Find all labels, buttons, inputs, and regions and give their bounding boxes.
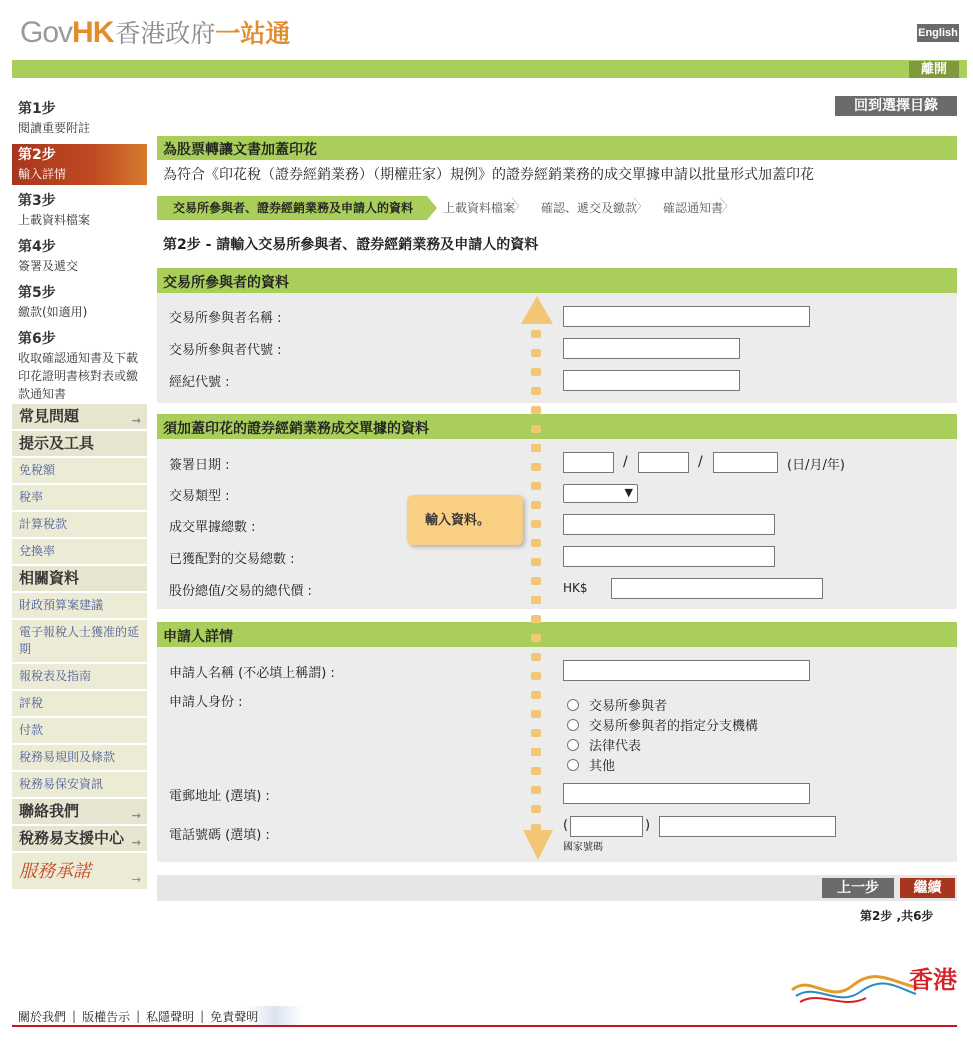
radio-button[interactable] xyxy=(567,759,579,771)
page-subtitle: 為符合《印花稅（證券經銷業務）（期權莊家）規例》的證券經銷業務的成交單據申請以批量形式加蓋印花 xyxy=(163,167,814,183)
sign-date-month-input[interactable] xyxy=(638,452,689,473)
identity-option[interactable] xyxy=(567,755,615,774)
chevron-right-icon: 〉 xyxy=(511,197,530,218)
identity-option[interactable] xyxy=(567,735,641,754)
participant-name-label: 交易所參與者名稱 : xyxy=(169,311,282,326)
footer-about[interactable]: 關於我們 xyxy=(18,1009,67,1024)
menu-label: 稅務易支援中心 xyxy=(19,829,125,847)
date-separator: / xyxy=(623,454,628,470)
broker-code-input[interactable] xyxy=(563,370,740,391)
step-item-5 xyxy=(12,282,147,323)
footer-separator: | xyxy=(200,1009,205,1023)
step-num: 第6步 xyxy=(18,331,56,347)
country-code-hint: 國家號碼 xyxy=(563,842,603,853)
input-data-tooltip: 輸入資料。 xyxy=(407,495,523,545)
step-counter: 第2步 ,共6步 xyxy=(860,909,934,923)
step-heading: 第2步 - 請輸入交易所參與者、證券經銷業務及申請人的資料 xyxy=(163,237,539,253)
top-bar xyxy=(12,60,967,78)
phone-number-input[interactable] xyxy=(659,816,836,837)
menu-service-pledge[interactable] xyxy=(12,853,147,891)
total-value-label: 股份總值/交易的總代價 : xyxy=(169,584,312,599)
identity-option-label: 交易所參與者的指定分支機構 xyxy=(589,719,759,734)
matched-total-input[interactable] xyxy=(563,546,775,567)
phone-label: 電話號碼 (選填) : xyxy=(169,828,270,843)
english-button[interactable]: English xyxy=(917,24,959,42)
phone-paren-open: ( xyxy=(563,818,569,833)
footer-separator: | xyxy=(136,1009,141,1023)
menu-exemption[interactable]: 免稅額 xyxy=(12,458,147,485)
guide-dot xyxy=(531,558,541,566)
menu-label: 常見問題 xyxy=(19,407,80,425)
guide-dot xyxy=(531,330,541,338)
crumb-label: 確認通知書 xyxy=(663,201,724,215)
step-desc: 上載資料檔案 xyxy=(18,213,91,227)
page-title: 為股票轉讓文書加蓋印花 xyxy=(157,136,957,160)
step-list xyxy=(12,98,147,410)
chevron-right-icon: 〉 xyxy=(719,197,738,218)
arrow-down-icon xyxy=(523,830,553,860)
section-applicant-header: 申請人詳情 xyxy=(157,622,957,647)
logo-zh-grey: 香港政府 xyxy=(115,19,216,48)
participant-name-input[interactable] xyxy=(563,306,810,327)
guide-dot xyxy=(531,786,541,794)
guide-dot xyxy=(531,653,541,661)
menu-calc-tax[interactable]: 計算稅款 xyxy=(12,512,147,539)
broker-code-label: 經紀代號 : xyxy=(169,375,230,390)
menu-tax-rates[interactable]: 稅率 xyxy=(12,485,147,512)
step-item-2-active xyxy=(12,144,147,185)
back-to-menu-button[interactable]: 回到選擇目錄 xyxy=(835,96,957,116)
date-format-hint: (日/月/年) xyxy=(787,458,845,473)
crumb-notice xyxy=(647,196,738,220)
brand-hong-kong-logo xyxy=(790,960,957,1012)
guide-dot xyxy=(531,634,541,642)
service-pledge-logo: 服務承諾 xyxy=(19,861,91,882)
sign-date-day-input[interactable] xyxy=(563,452,614,473)
txn-type-select[interactable] xyxy=(563,484,638,503)
step-num: 第3步 xyxy=(18,193,56,209)
guide-dot xyxy=(531,482,541,490)
guide-dot xyxy=(531,387,541,395)
guide-dot xyxy=(531,520,541,528)
footer-separator: | xyxy=(72,1009,77,1023)
chevron-right-icon: 〉 xyxy=(633,197,652,218)
footer-links xyxy=(12,1006,304,1026)
step-desc: 簽署及遞交 xyxy=(18,259,79,273)
step-desc: 收取確認通知書及下載印花證明書核對表或繳款通知書 xyxy=(18,351,139,401)
menu-related-info: 相關資料 xyxy=(12,566,147,593)
guide-dot xyxy=(531,349,541,357)
menu-tax-forms[interactable]: 報稅表及指南 xyxy=(12,664,147,691)
guide-dot xyxy=(531,729,541,737)
participant-code-label: 交易所參與者代號 : xyxy=(169,343,282,358)
expand-arrow-icon: → xyxy=(131,873,141,886)
guide-dot xyxy=(531,577,541,585)
email-label: 電郵地址 (選填) : xyxy=(169,789,270,804)
applicant-identity-label: 申請人身份 : xyxy=(169,695,243,710)
guide-dot xyxy=(531,672,541,680)
guide-dot xyxy=(531,444,541,452)
menu-payment[interactable]: 付款 xyxy=(12,718,147,745)
applicant-name-input[interactable] xyxy=(563,660,810,681)
applicant-name-label: 申請人名稱 (不必填上稱謂) : xyxy=(169,666,335,681)
sign-date-year-input[interactable] xyxy=(713,452,778,473)
step-num: 第1步 xyxy=(18,101,56,117)
logo-hk: HK xyxy=(72,16,114,49)
step-desc: 閱讀重要附註 xyxy=(18,121,91,135)
identity-option-label: 交易所參與者 xyxy=(589,699,668,714)
step-desc: 輸入詳情 xyxy=(18,167,67,181)
menu-tips-tools: 提示及工具 xyxy=(12,431,147,458)
step-item-3 xyxy=(12,190,147,231)
sign-date-label: 簽署日期 : xyxy=(169,458,230,473)
guide-dot xyxy=(531,710,541,718)
guide-dot xyxy=(531,748,541,756)
identity-option-label: 法律代表 xyxy=(589,739,642,754)
guide-dot xyxy=(531,539,541,547)
logo-zh-orange: 一站通 xyxy=(215,19,291,48)
total-notes-input[interactable] xyxy=(563,514,775,535)
previous-step-button[interactable]: 上一步 xyxy=(822,878,894,898)
section-participant-header: 交易所參與者的資料 xyxy=(157,268,957,293)
logo-gov: Gov xyxy=(20,16,73,49)
dragon-swoosh-icon xyxy=(790,960,920,1012)
guide-dot xyxy=(531,767,541,775)
currency-label: HK$ xyxy=(563,581,588,595)
arrow-up-icon xyxy=(521,296,553,324)
guide-dot xyxy=(531,805,541,813)
step-num: 第2步 xyxy=(18,147,56,163)
total-value-input[interactable] xyxy=(611,578,823,599)
sidebar-menu xyxy=(12,404,147,891)
menu-contact[interactable] xyxy=(12,799,147,826)
guide-dot xyxy=(531,368,541,376)
brand-text: 香港 xyxy=(909,966,957,994)
date-separator: / xyxy=(698,454,703,470)
menu-label: 聯絡我們 xyxy=(19,802,80,820)
phone-paren-close: ) xyxy=(645,818,651,833)
section-contract-header: 須加蓋印花的證券經銷業務成交單據的資料 xyxy=(157,414,957,439)
identity-option[interactable] xyxy=(567,715,758,734)
txn-type-label: 交易類型 : xyxy=(169,489,230,504)
crumb-confirm xyxy=(525,196,652,220)
footer-divider xyxy=(12,1025,957,1027)
radio-button[interactable] xyxy=(567,719,579,731)
step-num: 第4步 xyxy=(18,239,56,255)
menu-security[interactable]: 稅務易保安資訊 xyxy=(12,772,147,799)
footer-disclaimer[interactable]: 免責聲明 xyxy=(210,1009,259,1024)
guide-dot xyxy=(531,425,541,433)
expand-arrow-icon: → xyxy=(131,836,141,849)
phone-country-code-input[interactable] xyxy=(570,816,643,837)
step-item-4 xyxy=(12,236,147,277)
footer-privacy[interactable]: 私隱聲明 xyxy=(146,1009,195,1024)
crumb-current xyxy=(157,196,427,220)
step-num: 第5步 xyxy=(18,285,56,301)
menu-budget[interactable]: 財政預算案建議 xyxy=(12,593,147,620)
crumb-label: 確認、遞交及繳款 xyxy=(541,201,638,215)
menu-assessment[interactable]: 評稅 xyxy=(12,691,147,718)
expand-arrow-icon: → xyxy=(131,414,141,427)
radio-button[interactable] xyxy=(567,699,579,711)
chevron-down-icon: ▼ xyxy=(624,486,633,499)
step-desc: 繳款(如適用) xyxy=(18,305,88,319)
total-notes-label: 成交單據總數 : xyxy=(169,520,256,535)
guide-dot xyxy=(531,615,541,623)
guide-dot xyxy=(531,501,541,509)
matched-total-label: 已獲配對的交易總數 : xyxy=(169,552,295,567)
govhk-logo[interactable] xyxy=(20,14,290,50)
guide-dot xyxy=(531,463,541,471)
footer-copyright[interactable]: 版權告示 xyxy=(82,1009,131,1024)
progress-breadcrumb xyxy=(157,196,738,220)
identity-option-label: 其他 xyxy=(589,759,616,774)
expand-arrow-icon: → xyxy=(131,809,141,822)
crumb-label: 交易所參與者、證券經銷業務及申請人的資料 xyxy=(173,201,414,215)
identity-option[interactable] xyxy=(567,695,667,714)
email-input[interactable] xyxy=(563,783,810,804)
menu-faq[interactable] xyxy=(12,404,147,431)
crumb-upload xyxy=(427,196,530,220)
continue-button[interactable]: 繼續 xyxy=(900,878,955,898)
menu-support[interactable] xyxy=(12,826,147,853)
menu-e-filing[interactable]: 電子報稅人士獲准的延期 xyxy=(12,620,147,664)
menu-terms[interactable]: 稅務易規則及條款 xyxy=(12,745,147,772)
menu-exchange-rate[interactable]: 兌換率 xyxy=(12,539,147,566)
guide-dot xyxy=(531,406,541,414)
radio-button[interactable] xyxy=(567,739,579,751)
participant-code-input[interactable] xyxy=(563,338,740,359)
step-item-6 xyxy=(12,328,147,405)
guide-dot xyxy=(531,691,541,699)
logout-button[interactable]: 離開 xyxy=(909,61,959,78)
guide-dot xyxy=(531,596,541,604)
step-item-1 xyxy=(12,98,147,139)
crumb-label: 上載資料檔案 xyxy=(443,201,516,215)
